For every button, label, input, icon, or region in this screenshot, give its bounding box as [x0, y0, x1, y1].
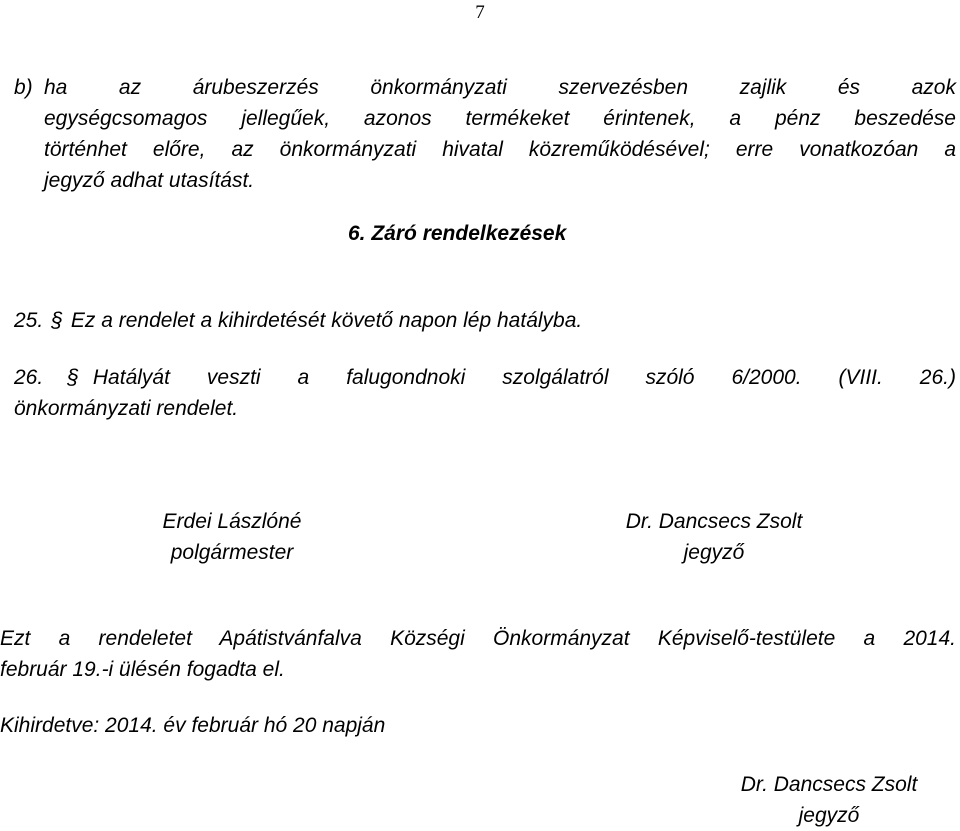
signature-title: polgármester: [170, 541, 294, 564]
paragraph-text: Hatályát veszti a falugondnoki szolgálatról szóló 6/2000. (VIII. 26.): [92, 366, 956, 389]
signature-title: jegyző: [683, 541, 745, 564]
signature-name: Dr. Dancsecs Zsolt: [740, 773, 918, 796]
adoption-line-1: Ezt a rendeletet Apátistvánfalva Községi Önkormányzat Képviselő-testülete a 2014.: [0, 627, 956, 650]
page-number: 7: [475, 2, 485, 23]
paragraph-text: Ez a rendelet a kihirdetését követő napon lép hatályba.: [70, 309, 583, 332]
section-b-line-3: történhet előre, az önkormányzati hivatal közreműködésével; erre vonatkozóan a: [44, 138, 956, 161]
section-b-line-2: egységcsomagos jellegűek, azonos termékeket érintenek, a pénz beszedése: [44, 107, 956, 130]
final-signature: [700, 769, 958, 831]
section-b: [14, 72, 956, 196]
signature-mayor: [72, 506, 392, 568]
paragraph-25: [14, 305, 944, 336]
signature-notary: [554, 506, 874, 568]
paragraph-sign: §: [51, 309, 63, 332]
signature-title: jegyző: [798, 804, 860, 827]
section-b-line-4: jegyző adhat utasítást.: [44, 169, 255, 192]
paragraph-26-line-2: önkormányzati rendelet.: [14, 397, 239, 420]
section-title: 6. Záró rendelkezések: [348, 222, 567, 245]
paragraph-sign: §: [67, 366, 79, 389]
paragraph-26: [14, 362, 956, 424]
paragraph-26-line-1: [14, 362, 956, 393]
signature-name: Erdei Lászlóné: [162, 510, 302, 533]
publication-statement: Kihirdetve: 2014. év február hó 20 napján: [0, 714, 386, 737]
section-b-marker: b): [14, 76, 33, 99]
section-b-body: [44, 72, 956, 196]
signature-name: Dr. Dancsecs Zsolt: [625, 510, 803, 533]
paragraph-number: 25.: [14, 309, 44, 332]
paragraph-number: 26.: [14, 366, 44, 389]
section-b-line-1: ha az árubeszerzés önkormányzati szervezésben zajlik és azok: [44, 76, 956, 99]
adoption-statement: [0, 623, 956, 685]
adoption-line-2: február 19.-i ülésén fogadta el.: [0, 658, 285, 681]
